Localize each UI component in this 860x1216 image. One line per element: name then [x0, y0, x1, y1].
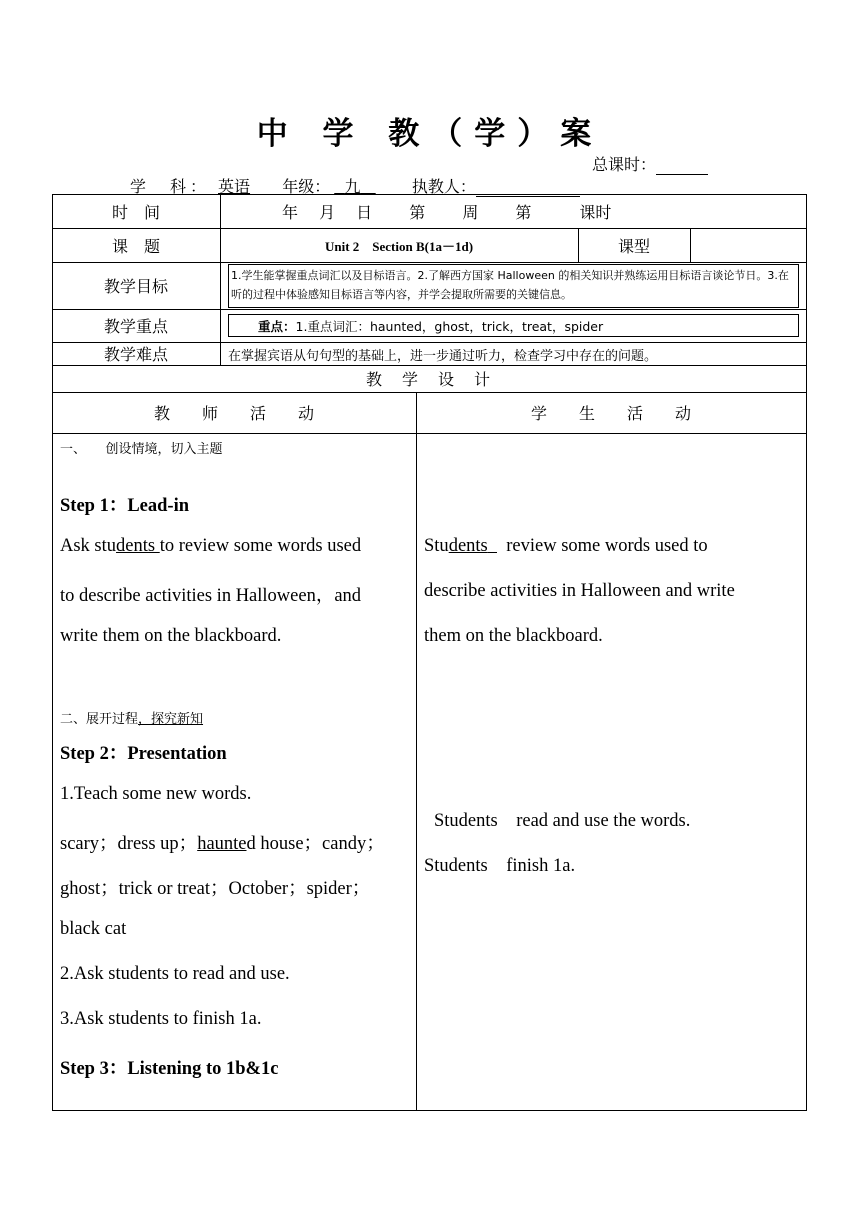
student-column-header: 学 生 活 动 — [530, 404, 691, 423]
teacher-step-1: Step 1：Lead-in — [60, 496, 190, 516]
teacher-step2-item2: 2.Ask students to read and use. — [60, 964, 290, 984]
teacher-step1-line1: Ask students to review some words used — [60, 536, 362, 556]
subject-value: 英语 — [218, 177, 251, 196]
time-value: 年 月 日 第 周 第 课时 — [282, 202, 612, 222]
teacher-step2-words-line1: scary；dress up；haunted house；candy； — [60, 834, 385, 854]
teacher-section-2: 二、展开过程，探究新知 — [60, 712, 204, 727]
key-value: 重点：1.重点词汇：haunted，ghost，trick，treat，spider — [258, 319, 604, 334]
difficulty-label: 教学难点 — [103, 345, 168, 364]
teacher-label: 执教人： — [411, 177, 476, 196]
teacher-step2-words-line3: black cat — [60, 919, 127, 939]
grade-value: 九 — [344, 177, 361, 196]
type-label: 课型 — [617, 236, 650, 256]
teacher-step2-words-line2: ghost；trick or treat；October；spider； — [60, 879, 371, 899]
teacher-step1-line2: to describe activities in Halloween，and — [60, 586, 362, 606]
key-label: 教学重点 — [103, 317, 168, 336]
teacher-column-header: 教 师 活 动 — [153, 404, 314, 423]
student-step2-line2: Students finish 1a. — [424, 856, 576, 876]
topic-label: 课 题 — [111, 236, 160, 256]
design-label: 教 学 设 计 — [365, 370, 492, 389]
teacher-step1-line3: write them on the blackboard. — [60, 626, 282, 646]
teacher-step-2: Step 2：Presentation — [60, 744, 227, 764]
total-lessons — [592, 152, 708, 175]
goals-value: 1.学生能掌握重点词汇以及目标语言。2.了解西方国家 Halloween 的相关知识并熟练运用目标语言谈论节日。3.在听的过程中体验感知目标语言等内容，并学会提取所需要的关键信息。 — [231, 269, 789, 301]
teacher-step-3: Step 3：Listening to 1b&1c — [60, 1059, 279, 1079]
student-step2-line1: Students read and use the words. — [434, 811, 691, 831]
topic-value: Unit 2 Section B(1a－1d) — [324, 238, 474, 254]
difficulty-value: 在掌握宾语从句句型的基础上，进一步通过听力，检查学习中存在的问题。 — [228, 349, 658, 364]
goals-label: 教学目标 — [103, 277, 168, 296]
teacher-step2-item3: 3.Ask students to finish 1a. — [60, 1009, 262, 1029]
student-step1-line2: describe activities in Halloween and write — [424, 581, 735, 601]
total-lessons-label: 总课时： — [592, 155, 657, 174]
teacher-step2-item1: 1.Teach some new words. — [60, 784, 252, 804]
grade-label: 年级： — [282, 177, 331, 196]
student-step1-line3: them on the blackboard. — [424, 626, 603, 646]
total-lessons-blank — [656, 158, 708, 175]
teacher-section-1: 一、 创设情境，切入主题 — [60, 442, 223, 457]
document-title: 中 学 教（学）案 — [256, 116, 604, 152]
subject-label: 学 科： — [130, 177, 211, 196]
student-step1-line1: Students review some words used to — [424, 536, 708, 556]
time-label: 时 间 — [111, 202, 160, 222]
